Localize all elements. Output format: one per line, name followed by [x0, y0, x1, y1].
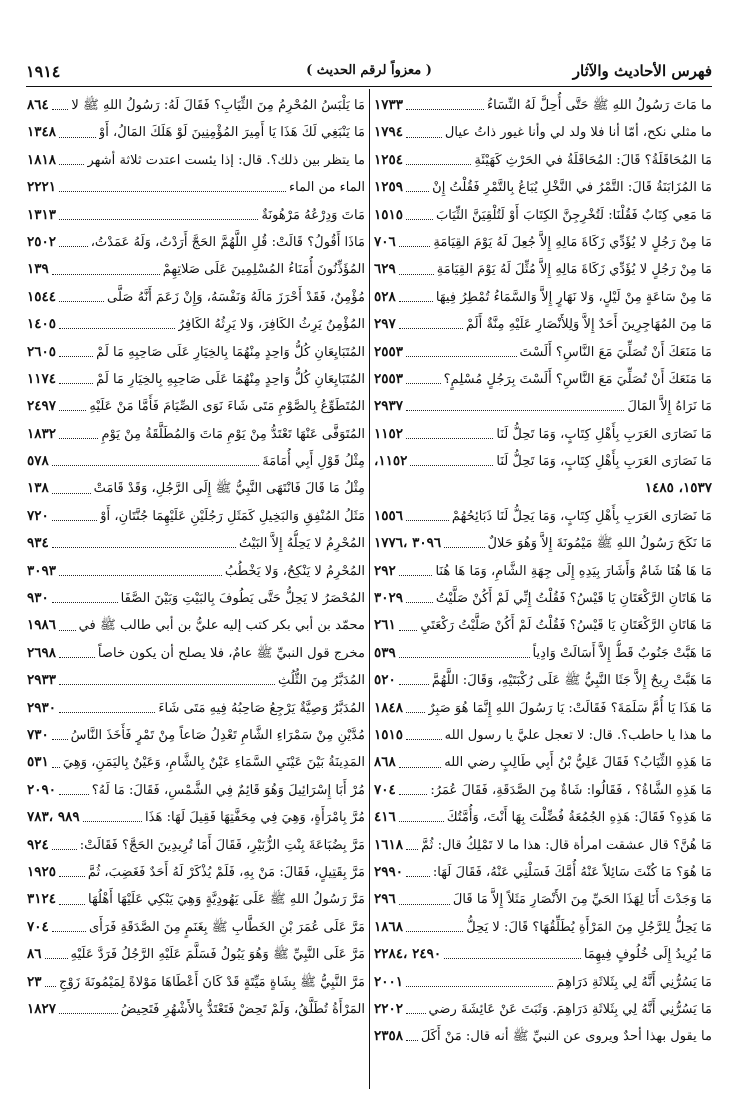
index-entry [374, 859, 712, 886]
hadith-number: ٢٩٧ [374, 316, 396, 333]
dot-leader [399, 575, 433, 576]
page-number: ١٩١٤ [26, 62, 61, 81]
hadith-number: ٧٣٠ [27, 726, 49, 743]
dot-leader [59, 712, 155, 713]
dot-leader [52, 849, 77, 850]
hadith-number: ٢٣٥٨ [374, 1028, 404, 1045]
index-entry [374, 393, 712, 420]
dot-leader [399, 301, 433, 302]
index-entry [27, 722, 365, 749]
hadith-text: مَرَّ عَلَى النَّبِيِّ ﷺ وَهُوَ يَبُولُ فَسَلَّمَ عَلَيْهِ الرَّجُلُ فَرَدَّ عَلَيْهِ [70, 947, 365, 963]
hadith-number: ٨٦٨ [374, 754, 396, 771]
hadith-text: مُرْ أَبَا إِسْرَائِيلَ وَهُوَ قَائِمٌ فِي الشَّمْسِ، فَقَالَ: مَا لَهُ؟ [91, 782, 365, 798]
hadith-text: ما يتظر بين ذلك؟. قال: إذا يئست اعتدت ثلاثة أشهر [87, 152, 365, 168]
dot-leader [399, 767, 441, 768]
dot-leader [59, 410, 86, 411]
dot-leader [59, 876, 85, 877]
index-entry [27, 421, 365, 448]
hadith-text: مَا نَكَحَ رَسُولُ اللهِ ﷺ مَيْمُونَةَ إِلاَّ وَهُوَ حَلالٌ [487, 536, 712, 552]
hadith-text: مَا يَحِلُّ لِلرَّجُلِ مِنَ المَرْأَةِ يُطَلِّقُهَا؟ قَالَ: لا يَحِلُّ [466, 919, 712, 935]
index-column-left [27, 92, 365, 1023]
hadith-number: ١٤٠٥ [27, 316, 57, 333]
index-entry [374, 777, 712, 804]
hadith-number: ٢٤٩٠ ،٢٢٨٤ [374, 946, 442, 963]
hadith-number: ٢٤٩٧ [27, 398, 57, 415]
index-entry [27, 475, 365, 502]
dot-leader [52, 602, 118, 603]
index-entry [27, 174, 365, 201]
hadith-number: ١٨٦٨ [374, 918, 404, 935]
hadith-number: ١٧٣٣ [374, 97, 404, 113]
index-entry [374, 558, 712, 585]
dot-leader [406, 410, 624, 411]
dot-leader [52, 547, 236, 548]
index-entry [374, 366, 712, 393]
hadith-text: مَا مِنَ المُهَاجِرِينَ أَحَدٌ إِلاَّ وَلِلأَنْصَارِ عَلَيْهِ مِنَّةٌ أَلَمْ [465, 317, 712, 333]
hadith-text: ما هذا يا حاطب؟. قال: لا تعجل عليَّ يا رسول الله [444, 727, 712, 743]
hadith-text: ما يقول بهذا أحدٌ ويروى عن النبيِّ ﷺ أنه قال: مَنْ أَكَلَ [420, 1029, 712, 1045]
hadith-number: ٢٥٠٢ [27, 233, 57, 250]
hadith-text: مَا هَذِهِ الشَّاةُ؟ ، فَقَالُوا: شَاةٌ مِنَ الصَّدَقَةِ، فَقَالَ عُمَرُ: [430, 782, 712, 798]
dot-leader [399, 246, 431, 247]
dot-leader [444, 547, 484, 548]
hadith-text: مَرَّ بِقَتِيلٍ، فَقَالَ: مَنْ بِهِ، فَلَمْ يُذْكَرْ لَهُ أَحَدٌ فَغَضِبَ، ثُمَّ [87, 864, 365, 880]
hadith-text: مَا نَصَارَى العَرَبِ بِأَهْلِ كِتَابٍ، وَمَا يَحِلُّ لَنَا ذَبَائِحُهُمْ [451, 508, 712, 524]
dot-leader [406, 109, 484, 110]
index-entry [27, 202, 365, 229]
index-entry [374, 92, 712, 119]
hadith-text: المُحْرِمُ لا يَحِلُّهُ إِلاَّ البَيْتُ [238, 536, 365, 552]
hadith-text: المَدِينَةُ بَيْنَ عَيْنَيِ السَّمَاءِ عَيْنٌ بِالشَّامِ، وَعَيْنٌ بِاليَمَنِ، وَهِيَ [62, 755, 365, 771]
index-entry [374, 886, 712, 913]
dot-leader [406, 931, 463, 932]
hadith-text: مَا هَبَّتْ رِيحٌ إِلاَّ جَثَا النَّبِيُّ ﷺ عَلَى رُكْبَتَيْهِ، وَقَالَ: اللَّهُمَّ [431, 673, 712, 689]
hadith-number: ٢٩٩٠ [374, 863, 404, 880]
hadith-number: ٦٢٩ [374, 261, 396, 278]
hadith-number: ٢٩٣٠ [27, 699, 57, 716]
hadith-text: مَا نَرَاهُ إِلاَّ المَالَ [627, 399, 712, 415]
hadith-text: مَا هُنَّ؟ قال عشقت امرأة قال: هذا ما لا تَمْلِكُ قال: ثُمَّ [421, 837, 712, 853]
hadith-text: المُدَبَّرُ مِنَ الثُّلُثِ [277, 673, 365, 689]
header-rule [26, 86, 712, 87]
hadith-number: ٤١٦ [374, 809, 396, 826]
hadith-number: ٧٢٠ [27, 507, 49, 524]
dot-leader [406, 712, 425, 713]
hadith-number: ٧٠٤ [374, 781, 396, 798]
hadith-number: ٢٥٥٣ [374, 343, 404, 360]
hadith-text: المُتَبَايِعَانِ كُلُّ وَاحِدٍ مِنْهُمَا بِالخِيَارِ عَلَى صَاحِبِهِ مَا لَمْ [96, 344, 365, 360]
index-entry [374, 695, 712, 722]
hadith-number: ١٩٨٦ [27, 617, 57, 634]
hadith-text: المُتَطَوِّعُ بِالصَّوْمِ مَتَى شَاءَ نَوَى الصِّيَامَ فَأَمَّا مَنْ عَلَيْهِ [89, 399, 365, 415]
dot-leader [59, 1013, 118, 1014]
hadith-text: مَرَّ النَّبِيُّ ﷺ بِشَاةٍ مَيِّتَةٍ قَدْ كَانَ أَعْطَاهَا مَوْلاةً لِمَيْمُونَةَ زَوْجِ [59, 974, 365, 990]
hadith-number: ٧٠٤ [27, 918, 49, 935]
dot-leader [59, 191, 286, 192]
index-entry [374, 667, 712, 694]
hadith-text: مَا نَصَارَى العَرَبِ بِأَهْلِ كِتَابٍ، وَمَا تَحِلُّ لَنَا [496, 426, 712, 442]
dot-leader [59, 630, 76, 631]
hadith-text: مَا هَذِهِ؟ فَقَالَ: هَذِهِ الجُمُعَةُ فُضِّلْتَ بِهَا أَنْتَ، وَأُمَّتُكَ [446, 810, 712, 826]
hadith-number: ٢٠٠١ [374, 973, 404, 990]
index-entry [27, 229, 365, 256]
index-entry [27, 339, 365, 366]
dot-leader [399, 630, 418, 631]
hadith-number: ٣١٢٤ [27, 891, 57, 908]
hadith-number: ١٢٥٤ [374, 151, 404, 168]
hadith-text: مَا هُوَ؟ مَا كُنْتَ سَائِلاً عَنْهُ أُمَّكَ فَسَلْنِي عَنْهُ، فَقَالَ لَهَا: [432, 864, 712, 880]
index-entry [27, 749, 365, 776]
index-entry [374, 147, 712, 174]
hadith-number: ٩٨٩ ،٧٨٣ [27, 809, 80, 826]
dot-leader [399, 274, 434, 275]
hadith-text: مَا هَذَا يَا أُمَّ سَلَمَةَ؟ فَقَالَتْ: يَا رَسُولَ اللهِ إِنَّمَا هُوَ صَبِرٌ [428, 700, 712, 716]
index-entry [374, 311, 712, 338]
hadith-text: مَا المُزَابَنَةُ قَالَ: التَّمْرُ في النَّخْلِ يُبَاعُ بِالتَّمْرِ فَقُلْتُ إِنْ [432, 180, 712, 196]
dot-leader [59, 137, 96, 138]
dot-leader [406, 986, 553, 987]
hadith-number: ١٥١٥ [374, 206, 404, 223]
hadith-number: ٩٢٤ [27, 836, 49, 853]
hadith-number: ١٢٥٩ [374, 179, 404, 196]
hadith-number: ٣٠٢٩ [374, 590, 404, 607]
index-entry [374, 119, 712, 146]
running-title: فهرس الأحاديث والآثار [572, 62, 712, 80]
dot-leader [399, 684, 429, 685]
index-entry [27, 558, 365, 585]
hadith-number: ٢٩٢ [374, 562, 396, 579]
index-entry [374, 969, 712, 996]
index-entry [374, 284, 712, 311]
index-entry [374, 530, 712, 557]
hadith-number: ٢٩٣٧ [374, 398, 404, 415]
dot-leader [59, 438, 98, 439]
hadith-text: مَا مِنْ رَجُلٍ لا يُؤَدِّي زَكَاةَ مَالِهِ إِلاَّ جُعِلَ لَهُ يَوْمَ القِيَامَةِ [433, 234, 712, 250]
dot-leader [399, 328, 463, 329]
dot-leader [406, 383, 441, 384]
hadith-number: ١٥٥٦ [374, 507, 404, 524]
index-entry [27, 859, 365, 886]
index-entry [27, 585, 365, 612]
page-header [26, 62, 712, 84]
hadith-number: ٢٠٩٠ [27, 781, 57, 798]
hadith-number: ١٨٣٢ [27, 425, 57, 442]
dot-leader [406, 191, 429, 192]
dot-leader [59, 164, 84, 165]
hadith-number: ٢٣ [27, 973, 42, 990]
hadith-text: محمّد بن أبي بكر كتب إليه عليُّ بن أبي طالب ﷺ في [78, 618, 365, 634]
hadith-number: ١٧٩٤ [374, 124, 404, 141]
dot-leader [52, 465, 259, 466]
index-entry [374, 475, 712, 502]
dot-leader [59, 328, 175, 329]
dot-leader [59, 794, 89, 795]
index-entry [374, 804, 712, 831]
index-entry [374, 914, 712, 941]
hadith-text: مَا هَذِهِ الثِّيَابُ؟ فَقَالَ عَلِيُّ بْنُ أَبِي طَالِبٍ رضي الله [444, 755, 712, 771]
dot-leader [52, 931, 86, 932]
dot-leader [406, 137, 442, 138]
hadith-text: مَاذَا أَقُولُ؟ قَالَتْ: قُلِ اللَّهُمَّ الحَجَّ أَرَدْتُ، وَلَهُ عَمَدْتُ، [90, 234, 365, 250]
dot-leader [52, 109, 69, 110]
dot-leader [410, 465, 493, 466]
hadith-text: مَا يُرِيدُ إِلَى خُلُوفٍ فِيهِمَا [583, 947, 712, 963]
dot-leader [52, 520, 97, 521]
hadith-text: المُؤْمِنُ يَرِثُ الكَافِرَ، وَلا يَرِثُهُ الكَافِرُ [177, 317, 365, 333]
hadith-text: مَثَلُ المُنْفِقِ وَالبَخِيلِ كَمَثَلِ رَجُلَيْنِ عَلَيْهِمَا جُنَّتَانِ، أَوْ [100, 508, 365, 524]
hadith-text: ما مثلي نكح، أمّا أنا فلا ولد لي وأنا غيور ذاتُ عيال [444, 125, 712, 141]
index-entry [27, 92, 365, 119]
index-entry [374, 749, 712, 776]
dot-leader [406, 520, 449, 521]
dot-leader [406, 438, 493, 439]
hadith-number: ٥٣٩ [374, 644, 396, 661]
hadith-text: مَرَّ رَسُولُ اللهِ ﷺ عَلَى يَهُودِيَّةٍ وَهِيَ يَبْكِي عَلَيْهَا أَهْلُهَا [88, 892, 365, 908]
dot-leader [406, 602, 433, 603]
index-entry [27, 530, 365, 557]
hadith-text: مَا يَسُرُّنِي أَنَّهُ لِي بِثَلاثَةِ دَرَاهِمَ [556, 974, 712, 990]
hadith-text: المُدَبَّرُ وَصِيَّةٌ يَرْجِعُ صَاحِبُهُ فِيهِ مَتَى شَاءَ [158, 700, 365, 716]
hadith-text: مخرج قول النبيِّ ﷺ عامٌ، فلا يصلح أن يكون خاصاً [97, 645, 365, 661]
hadith-number: ٨٦ [27, 946, 42, 963]
index-entry [374, 503, 712, 530]
dot-leader [399, 904, 450, 905]
index-entry [27, 147, 365, 174]
index-entry [27, 667, 365, 694]
index-entry [374, 996, 712, 1023]
hadith-text: مَا مَنَعَكَ أَنْ تُصَلِّيَ مَعَ النَّاسِ؟ أَلَسْتَ [519, 344, 712, 360]
dot-leader [59, 575, 222, 576]
dot-leader [59, 246, 88, 247]
hadith-number: ٥٣١ [27, 754, 49, 771]
dot-leader [59, 383, 93, 384]
hadith-number: ٩٣٠ [27, 590, 49, 607]
dot-leader [406, 739, 442, 740]
hadith-number: ١٣١٣ [27, 206, 57, 223]
hadith-text: مَا مِنْ سَاعَةٍ مِنْ لَيْلٍ، وَلا نَهَارٍ إِلاَّ وَالسَّمَاءُ تُمْطِرُ فِيهَا [435, 289, 712, 305]
hadith-text: مَرَّ بِضُبَاعَةَ بِنْتِ الزُّبَيْرِ، فَقَالَ أَمَا تُرِيدِينَ الحَجَّ؟ فَقَالَتْ: [79, 837, 365, 853]
hadith-text: مُرَّ بِامْرَأَةٍ، وَهِيَ فِي مِحَفَّتِهَا فَقِيلَ لَهَا: هَذَا [145, 810, 365, 826]
hadith-text: مَا هَا هُنَا شَامٌ وَأَشَارَ بِيَدِهِ إِلَى جِهَةِ الشَّامِ، وَمَا هَا هُنَا [435, 563, 712, 579]
dot-leader [45, 986, 56, 987]
hadith-number: ١٥٤٤ [27, 288, 57, 305]
index-entry [374, 832, 712, 859]
index-entry [374, 202, 712, 229]
index-entry [27, 914, 365, 941]
index-entry [374, 229, 712, 256]
hadith-number: ٢٢٢١ [27, 179, 57, 196]
hadith-text: المُحْصَرُ لا يَحِلُّ حَتَّى يَطُوفَ بِالبَيْتِ وَبَيْنَ الصَّفَا [120, 591, 365, 607]
index-entry [27, 503, 365, 530]
hadith-text: مَا المُحَاقَلَةُ؟ قَالَ: المُحَاقَلَةُ في الحَرْثِ كَهَيْئَةِ [474, 152, 712, 168]
hadith-number: ٢٦٠٥ [27, 343, 57, 360]
dot-leader [59, 657, 95, 658]
index-entry [27, 311, 365, 338]
hadith-number: ٢٩٦ [374, 891, 396, 908]
index-entry [27, 119, 365, 146]
hadith-number: ٧٠٦ [374, 233, 396, 250]
index-entry [374, 421, 712, 448]
index-entry [27, 448, 365, 475]
index-entry [27, 366, 365, 393]
index-entry [374, 585, 712, 612]
dot-leader [52, 493, 91, 494]
hadith-number: ١٣٩ [27, 261, 49, 278]
hadith-text: مُؤْمِنٌ، فَقَدْ أَحْرَزَ مَالَهُ وَنَفْسَهُ، وَإِنْ زَعَمَ أَنَّهُ صَلَّى [107, 289, 365, 305]
hadith-text: المُتَبَايِعَانِ كُلُّ وَاحِدٍ مِنْهُمَا عَلَى صَاحِبِهِ بِالخِيَارِ مَا لَمْ [96, 371, 365, 387]
dot-leader [399, 821, 444, 822]
dot-leader [59, 684, 275, 685]
index-entry [27, 256, 365, 283]
hadith-number: ١٦١٨ [374, 836, 404, 853]
index-entry [27, 804, 365, 831]
index-entry [27, 612, 365, 639]
index-entry [374, 1023, 712, 1050]
hadith-number: ١٩٢٥ [27, 863, 57, 880]
hadith-text: المُحْرِمُ لا يَنْكِحُ، وَلا يَخْطُبُ [224, 563, 365, 579]
hadith-number: ٥٢٠ [374, 672, 396, 689]
dot-leader [406, 876, 430, 877]
hadith-text: مَرَّ عَلَى عُمَرَ بْنِ الخَطَّابِ ﷺ بِغَنَمٍ مِنَ الصَّدَقَةِ فَرَأَى [88, 919, 365, 935]
hadith-number: ٢٢٠٢ [374, 1000, 404, 1017]
hadith-number: ٩٣٤ [27, 535, 49, 552]
hadith-text: مَا مَعِي كِتَابٌ فَقُلْنَا: لَتُخْرِجِنَّ الكِتَابَ أَوْ لَتُلْقِيَنَّ الثِّيَابَ [435, 207, 712, 223]
hadith-text: مَا يَسُرُّنِي أَنَّهُ لِي بِثَلاثَةِ دَرَاهِمَ. وَثَبَتَ عَنْ عَائِشَةَ رضي [428, 1001, 712, 1017]
hadith-text: المُتَوَفَّى عَنْهَا تَعْتَدُّ مِنْ يَوْمِ مَاتَ وَالمُطَلَّقَةُ مِنْ يَوْمِ [101, 426, 365, 442]
hadith-number: ٥٢٨ [374, 288, 396, 305]
dot-leader [59, 904, 85, 905]
index-entry [374, 256, 712, 283]
hadith-number: ١٣٤٨ [27, 124, 57, 141]
hadith-number: ٢٦٩٨ [27, 644, 57, 661]
index-entry [27, 695, 365, 722]
hadith-number: ١٣٨ [27, 480, 49, 497]
hadith-text: مَا مِنْ رَجُلٍ لا يُؤَدِّي زَكَاةَ مَالِهِ إِلاَّ مُثِّلَ لَهُ يَوْمَ القِيَامَةِ [436, 262, 712, 278]
hadith-text: الماء من الماء [289, 180, 365, 196]
index-entry [27, 996, 365, 1023]
dot-leader [59, 301, 104, 302]
dot-leader [406, 849, 418, 850]
index-entry [374, 612, 712, 639]
hadith-text: مَا مَنَعَكَ أَنْ تُصَلِّيَ مَعَ النَّاسِ؟ أَلَسْتَ بِرَجُلٍ مُسْلِمٍ؟ [443, 371, 712, 387]
hadith-text: المَرْأَةُ تُطَلَّقُ، وَلَمْ تَحِضْ فَتَعْتَدُّ بِالأَشْهُرِ فَتَحِيضُ [120, 1001, 365, 1017]
dot-leader [83, 821, 142, 822]
index-column-right [374, 92, 712, 1051]
dot-leader [45, 958, 68, 959]
hadith-number: ٣٠٩٦ ،١٧٧٦ [374, 535, 442, 552]
hadith-number: ١١٥٢، [374, 453, 408, 470]
hadith-text: مَا وَجَدْتَ أَنَا لِهَذَا الحَيِّ مِنَ الأَنْصَارِ مَثَلاً إِلاَّ مَا قَالَ [452, 892, 712, 908]
index-entry [27, 832, 365, 859]
hadith-text: مَا يَلْبَسُ المُحْرِمُ مِنَ الثِّيَابِ؟ فَقَالَ لَهُ: رَسُولُ اللهِ ﷺ لا [71, 98, 365, 113]
index-entry [27, 777, 365, 804]
dot-leader [52, 274, 160, 275]
dot-leader [52, 739, 68, 740]
hadith-text: مَا يَنْبَغِي لَكَ هَذَا يَا أَمِيرَ المُؤْمِنِينَ لَوْ هَلَكَ المَالُ، أَوْ [98, 125, 365, 141]
dot-leader [406, 1040, 418, 1041]
running-subtitle: ( معزواً لرقم الحديث ) [306, 63, 432, 78]
hadith-text: المُؤَذِّنُونَ أُمَنَاءُ المُسْلِمِينَ عَلَى صَلاتِهِمْ [162, 262, 365, 278]
index-entry [374, 640, 712, 667]
index-entry [27, 886, 365, 913]
hadith-text: مَا نَصَارَى العَرَبِ بِأَهْلِ كِتَابٍ، وَمَا تَحِلُّ لَنَا [496, 454, 712, 470]
hadith-text: مُدَّيْنِ مِنْ سَمْرَاءِ الشَّامِ تَعْدِلُ صَاعاً مِنْ تَمْرٍ فَأَخَذَ النَّاسُ [70, 727, 365, 743]
dot-leader [59, 219, 258, 220]
hadith-text: مِثْلُ مَا قَالَ فَانْتَهَى النَّبِيُّ ﷺ إِلَى الرَّجُلِ، وَقَدْ قَامَتْ [93, 481, 365, 497]
hadith-text: مَا هَاتَانِ الرَّكْعَتَانِ يَا قَيْسُ؟ فَقُلْتُ لَمْ أَكُنْ صَلَّيْتُ رَكْعَتَيِ [420, 618, 712, 634]
hadith-number: ٢٦١ [374, 617, 396, 634]
hadith-text: مَا هَاتَانِ الرَّكْعَتَانِ يَا قَيْسُ؟ فَقُلْتُ إِنِّي لَمْ أَكُنْ صَلَّيْتُ [435, 591, 712, 607]
index-entry [374, 722, 712, 749]
hadith-number: ٢٥٥٣ [374, 370, 404, 387]
hadith-text: مِثْلُ قَوْلِ أَبِي أُمَامَةَ [262, 454, 365, 470]
hadith-number: ١١٥٢ [374, 425, 404, 442]
hadith-text: مَاتَ وَدِرْعُهُ مَرْهُونَةٌ [261, 207, 365, 223]
dot-leader [406, 1013, 426, 1014]
hadith-number: ١٨١٨ [27, 151, 57, 168]
index-entry [374, 941, 712, 968]
column-divider [369, 89, 370, 1089]
index-entry [27, 284, 365, 311]
dot-leader [444, 958, 581, 959]
hadith-number: ٢٩٣٣ [27, 672, 57, 689]
dot-leader [52, 767, 60, 768]
index-entry [27, 640, 365, 667]
index-entry [27, 393, 365, 420]
index-entry [27, 969, 365, 996]
hadith-number: ٨٦٤ [27, 97, 49, 113]
dot-leader [406, 219, 433, 220]
hadith-number: ١٥٣٧، ١٤٨٥ [644, 480, 712, 497]
hadith-text: ما مَاتَ رَسُولُ اللهِ ﷺ حَتَّى أُحِلَّ لَهُ النِّسَاءُ [486, 98, 712, 113]
index-entry [374, 448, 712, 475]
dot-leader [59, 356, 93, 357]
hadith-number: ١٨٢٧ [27, 1000, 57, 1017]
hadith-number: ٣٠٩٣ [27, 562, 57, 579]
dot-leader [399, 794, 428, 795]
hadith-number: ٥٧٨ [27, 453, 49, 470]
index-entry [27, 941, 365, 968]
hadith-number: ١١٧٤ [27, 370, 57, 387]
hadith-number: ١٥١٥ [374, 726, 404, 743]
index-entry [374, 339, 712, 366]
dot-leader [406, 164, 471, 165]
dot-leader [406, 356, 517, 357]
hadith-text: مَا هَبَّتْ جَنُوبٌ قَطُّ إِلاَّ أَسَالَتْ وَادِياً [532, 645, 712, 661]
dot-leader [399, 657, 530, 658]
hadith-number: ١٨٤٨ [374, 699, 404, 716]
index-entry [374, 174, 712, 201]
